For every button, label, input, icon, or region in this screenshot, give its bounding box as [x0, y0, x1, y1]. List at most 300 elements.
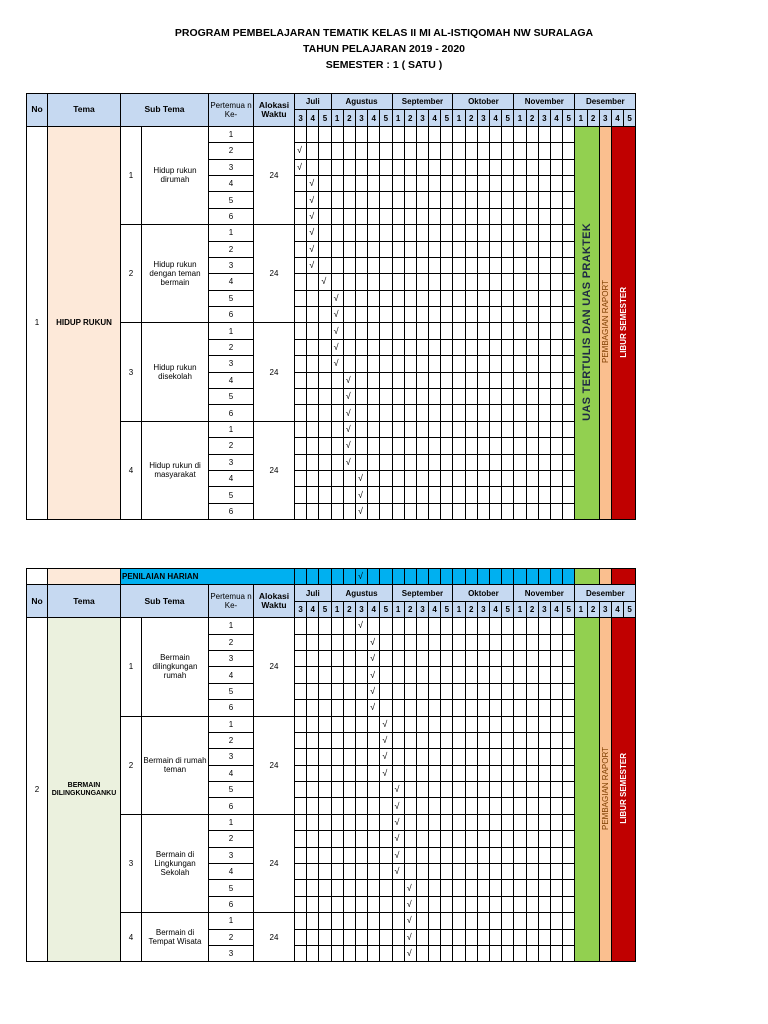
week-cell: [392, 667, 404, 683]
week-check: √: [355, 487, 367, 503]
week-cell: [526, 618, 538, 634]
week-cell: [295, 339, 307, 355]
week-cell: [429, 913, 441, 929]
week-cell: [429, 798, 441, 814]
week-cell: [465, 634, 477, 650]
header-week: 4: [611, 110, 623, 126]
week-cell: [404, 454, 416, 470]
week-cell: [477, 618, 489, 634]
week-cell: [404, 405, 416, 421]
week-cell: [404, 126, 416, 142]
week-cell: [343, 175, 355, 191]
meeting-number: 2: [209, 732, 254, 748]
week-cell: [490, 339, 502, 355]
week-cell: [490, 847, 502, 863]
week-cell: [429, 470, 441, 486]
header-week: 5: [563, 601, 575, 617]
week-cell: [490, 405, 502, 421]
week-cell: [477, 126, 489, 142]
week-cell: [550, 225, 562, 241]
week-check: √: [368, 650, 380, 666]
week-cell: [563, 438, 575, 454]
week-check: √: [355, 618, 367, 634]
week-cell: [538, 159, 550, 175]
week-cell: [526, 913, 538, 929]
week-cell: [514, 864, 526, 880]
week-cell: [343, 864, 355, 880]
week-check: √: [380, 749, 392, 765]
week-check: √: [380, 716, 392, 732]
week-check: √: [392, 831, 404, 847]
week-cell: [441, 667, 453, 683]
week-cell: [416, 896, 428, 912]
week-cell: [453, 421, 465, 437]
week-cell: [416, 503, 428, 519]
week-cell: [331, 372, 343, 388]
week-cell: [563, 356, 575, 372]
week-cell: [514, 732, 526, 748]
penilaian-uas-cell: [575, 569, 599, 585]
week-cell: [429, 683, 441, 699]
week-cell: [355, 864, 367, 880]
subtheme-name: Hidup rukun dirumah: [142, 126, 209, 224]
week-cell: [343, 847, 355, 863]
header-week: 3: [538, 601, 550, 617]
week-cell: [550, 257, 562, 273]
week-cell: [490, 683, 502, 699]
week-cell: [429, 487, 441, 503]
week-cell: [392, 438, 404, 454]
week-cell: [514, 356, 526, 372]
week-cell: [465, 389, 477, 405]
week-cell: [429, 339, 441, 355]
week-cell: [453, 274, 465, 290]
week-cell: [453, 831, 465, 847]
week-cell: [465, 864, 477, 880]
header-month: November: [514, 94, 575, 110]
meeting-number: 2: [209, 438, 254, 454]
week-cell: [477, 864, 489, 880]
week-cell: [380, 143, 392, 159]
week-cell: [355, 241, 367, 257]
week-cell: [355, 732, 367, 748]
week-cell: [490, 782, 502, 798]
week-cell: [343, 487, 355, 503]
week-cell: [368, 945, 380, 961]
week-cell: [514, 192, 526, 208]
week-cell: [295, 667, 307, 683]
week-cell: [319, 470, 331, 486]
week-cell: [502, 257, 514, 273]
week-cell: [441, 339, 453, 355]
week-cell: [355, 683, 367, 699]
time-allocation: 24: [254, 323, 295, 421]
week-cell: [563, 372, 575, 388]
week-cell: [380, 913, 392, 929]
week-cell: [477, 831, 489, 847]
week-cell: [331, 749, 343, 765]
week-cell: [477, 503, 489, 519]
week-cell: [538, 700, 550, 716]
week-cell: [416, 945, 428, 961]
week-cell: [404, 192, 416, 208]
week-cell: [380, 438, 392, 454]
week-cell: [477, 405, 489, 421]
uas-column: [575, 126, 599, 519]
week-cell: [490, 241, 502, 257]
penilaian-week-cell: [550, 569, 562, 585]
week-check: √: [343, 389, 355, 405]
week-cell: [563, 405, 575, 421]
week-cell: [416, 274, 428, 290]
week-cell: [319, 618, 331, 634]
week-cell: [490, 929, 502, 945]
week-cell: [343, 356, 355, 372]
week-cell: [550, 241, 562, 257]
week-cell: [295, 389, 307, 405]
week-cell: [465, 438, 477, 454]
week-cell: [550, 159, 562, 175]
week-cell: [331, 700, 343, 716]
week-cell: [429, 945, 441, 961]
week-cell: [465, 831, 477, 847]
week-cell: [550, 339, 562, 355]
week-cell: [429, 307, 441, 323]
week-cell: [550, 864, 562, 880]
week-cell: [416, 880, 428, 896]
week-cell: [453, 700, 465, 716]
week-cell: [538, 864, 550, 880]
week-cell: [490, 470, 502, 486]
header-week: 3: [355, 110, 367, 126]
week-cell: [441, 782, 453, 798]
week-check: √: [392, 814, 404, 830]
week-cell: [490, 765, 502, 781]
week-cell: [404, 208, 416, 224]
week-cell: [441, 749, 453, 765]
week-cell: [429, 274, 441, 290]
week-cell: [490, 618, 502, 634]
week-cell: [307, 126, 319, 142]
week-cell: [307, 798, 319, 814]
week-cell: [380, 454, 392, 470]
header-week: 3: [599, 601, 611, 617]
week-cell: [441, 798, 453, 814]
week-cell: [441, 225, 453, 241]
week-cell: [416, 159, 428, 175]
week-cell: [307, 454, 319, 470]
week-cell: [453, 175, 465, 191]
week-cell: [331, 192, 343, 208]
week-cell: [453, 749, 465, 765]
week-cell: [563, 782, 575, 798]
week-cell: [343, 765, 355, 781]
week-cell: [550, 667, 562, 683]
header-week: 4: [611, 601, 623, 617]
week-cell: [368, 356, 380, 372]
week-cell: [343, 814, 355, 830]
week-cell: [514, 421, 526, 437]
week-cell: [429, 225, 441, 241]
week-cell: [441, 765, 453, 781]
week-cell: [355, 765, 367, 781]
week-cell: [563, 716, 575, 732]
week-cell: [526, 274, 538, 290]
week-cell: [380, 389, 392, 405]
meeting-number: 3: [209, 945, 254, 961]
week-cell: [319, 143, 331, 159]
week-check: √: [331, 290, 343, 306]
week-cell: [526, 798, 538, 814]
week-cell: [526, 814, 538, 830]
week-check: √: [343, 421, 355, 437]
week-cell: [429, 241, 441, 257]
meeting-number: 3: [209, 159, 254, 175]
week-cell: [404, 257, 416, 273]
week-cell: [453, 634, 465, 650]
header-tema: Tema: [48, 94, 121, 127]
header-week: 5: [441, 601, 453, 617]
week-cell: [465, 241, 477, 257]
week-cell: [355, 831, 367, 847]
week-cell: [563, 814, 575, 830]
week-cell: [404, 765, 416, 781]
week-cell: [477, 913, 489, 929]
header-week: 2: [404, 601, 416, 617]
week-cell: [477, 945, 489, 961]
week-cell: [441, 323, 453, 339]
week-cell: [538, 307, 550, 323]
subtheme-number: 3: [121, 814, 142, 912]
meeting-number: 5: [209, 290, 254, 306]
week-cell: [563, 700, 575, 716]
week-cell: [331, 405, 343, 421]
time-allocation: 24: [254, 421, 295, 519]
week-cell: [380, 126, 392, 142]
week-cell: [404, 323, 416, 339]
week-cell: [319, 945, 331, 961]
header-week: 4: [307, 601, 319, 617]
week-cell: [368, 241, 380, 257]
week-cell: [307, 634, 319, 650]
week-cell: [295, 913, 307, 929]
week-cell: [331, 847, 343, 863]
week-cell: [502, 749, 514, 765]
week-cell: [429, 159, 441, 175]
week-cell: [490, 634, 502, 650]
subtheme-name: Hidup rukun dengan teman bermain: [142, 225, 209, 323]
week-cell: [416, 913, 428, 929]
week-check: √: [355, 470, 367, 486]
week-cell: [295, 650, 307, 666]
week-cell: [380, 880, 392, 896]
week-cell: [538, 503, 550, 519]
week-cell: [465, 945, 477, 961]
week-cell: [392, 421, 404, 437]
week-cell: [514, 847, 526, 863]
week-cell: [392, 257, 404, 273]
week-cell: [355, 913, 367, 929]
week-cell: [538, 143, 550, 159]
week-cell: [380, 683, 392, 699]
week-cell: [343, 323, 355, 339]
week-cell: [343, 126, 355, 142]
week-cell: [526, 290, 538, 306]
week-cell: [380, 487, 392, 503]
week-cell: [490, 438, 502, 454]
week-cell: [295, 683, 307, 699]
subtheme-name: Bermain dilingkungan rumah: [142, 618, 209, 716]
week-cell: [550, 487, 562, 503]
week-cell: [502, 208, 514, 224]
week-cell: [343, 225, 355, 241]
week-cell: [380, 864, 392, 880]
week-cell: [477, 208, 489, 224]
week-cell: [453, 864, 465, 880]
week-cell: [295, 798, 307, 814]
week-check: √: [404, 880, 416, 896]
penilaian-week-cell: [441, 569, 453, 585]
header-week: 1: [453, 601, 465, 617]
header-month: Desember: [575, 585, 636, 601]
week-cell: [429, 896, 441, 912]
week-cell: [307, 683, 319, 699]
week-cell: [538, 126, 550, 142]
week-cell: [441, 290, 453, 306]
week-cell: [526, 159, 538, 175]
time-allocation: 24: [254, 126, 295, 224]
week-cell: [477, 880, 489, 896]
week-cell: [538, 323, 550, 339]
week-check: √: [392, 847, 404, 863]
header-row-months: [27, 585, 636, 601]
week-check: √: [404, 896, 416, 912]
week-cell: [526, 716, 538, 732]
week-cell: [319, 782, 331, 798]
week-cell: [526, 847, 538, 863]
week-cell: [477, 650, 489, 666]
week-cell: [307, 405, 319, 421]
week-cell: [441, 356, 453, 372]
week-cell: [453, 847, 465, 863]
week-cell: [319, 389, 331, 405]
week-cell: [416, 929, 428, 945]
week-cell: [538, 634, 550, 650]
meeting-number: 3: [209, 356, 254, 372]
week-cell: [295, 732, 307, 748]
week-cell: [331, 634, 343, 650]
week-cell: [502, 814, 514, 830]
week-cell: [465, 847, 477, 863]
week-cell: [502, 667, 514, 683]
week-cell: [441, 716, 453, 732]
week-cell: [319, 307, 331, 323]
header-pertemuan: Pertemua n Ke-: [209, 94, 254, 127]
penilaian-week-cell: [319, 569, 331, 585]
week-cell: [380, 945, 392, 961]
week-cell: [563, 913, 575, 929]
week-cell: [355, 634, 367, 650]
week-cell: [538, 929, 550, 945]
week-cell: [392, 913, 404, 929]
week-cell: [392, 487, 404, 503]
header-week: 4: [368, 601, 380, 617]
week-cell: [404, 241, 416, 257]
time-allocation: 24: [254, 814, 295, 912]
meeting-number: 2: [209, 831, 254, 847]
week-cell: [502, 175, 514, 191]
week-cell: [441, 814, 453, 830]
header-tema: Tema: [48, 585, 121, 618]
week-cell: [477, 847, 489, 863]
week-cell: [550, 290, 562, 306]
week-cell: [307, 372, 319, 388]
meeting-number: 2: [209, 339, 254, 355]
week-cell: [550, 307, 562, 323]
week-cell: [295, 618, 307, 634]
meeting-number: 5: [209, 487, 254, 503]
week-cell: [429, 257, 441, 273]
week-cell: [453, 732, 465, 748]
header-week: 4: [490, 601, 502, 617]
week-cell: [319, 339, 331, 355]
week-cell: [550, 405, 562, 421]
week-cell: [550, 700, 562, 716]
week-cell: [550, 782, 562, 798]
week-cell: [550, 208, 562, 224]
week-cell: [441, 503, 453, 519]
week-cell: [380, 192, 392, 208]
week-cell: [331, 667, 343, 683]
week-cell: [526, 732, 538, 748]
week-cell: [343, 159, 355, 175]
week-cell: [355, 814, 367, 830]
header-month: September: [392, 94, 453, 110]
week-cell: [319, 454, 331, 470]
week-cell: [514, 765, 526, 781]
week-cell: [307, 880, 319, 896]
week-cell: [343, 618, 355, 634]
week-cell: [368, 618, 380, 634]
week-cell: [502, 454, 514, 470]
week-cell: [514, 650, 526, 666]
week-cell: [526, 225, 538, 241]
week-cell: [404, 290, 416, 306]
week-cell: [343, 339, 355, 355]
week-cell: [380, 356, 392, 372]
week-cell: [563, 798, 575, 814]
week-cell: [441, 929, 453, 945]
header-month: September: [392, 585, 453, 601]
meeting-number: 1: [209, 618, 254, 634]
week-cell: [404, 274, 416, 290]
week-cell: [453, 880, 465, 896]
week-check: √: [343, 372, 355, 388]
week-cell: [429, 175, 441, 191]
week-cell: [355, 290, 367, 306]
week-cell: [307, 782, 319, 798]
week-cell: [465, 339, 477, 355]
week-cell: [550, 470, 562, 486]
week-cell: [477, 421, 489, 437]
header-week: 3: [416, 110, 428, 126]
week-cell: [392, 716, 404, 732]
week-cell: [550, 503, 562, 519]
week-cell: [416, 700, 428, 716]
week-check: √: [307, 208, 319, 224]
subtheme-number: 4: [121, 421, 142, 519]
week-cell: [441, 143, 453, 159]
